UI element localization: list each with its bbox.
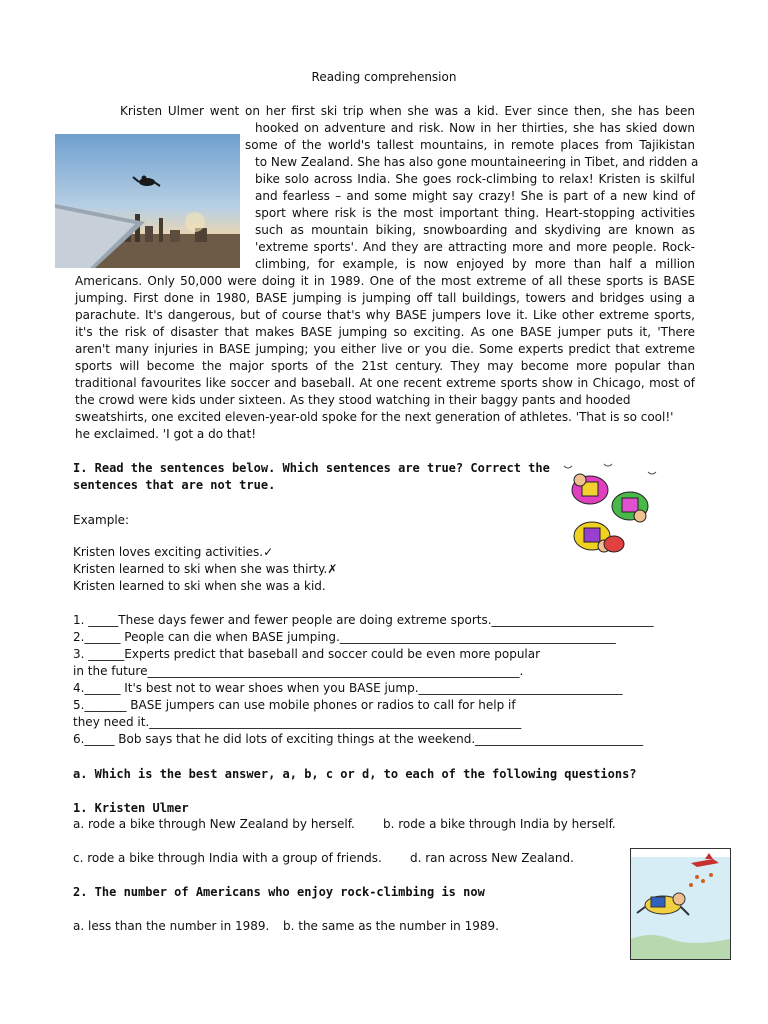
statement-3[interactable]: 3. ______Experts predict that baseball and soccer could be even more popular [73, 647, 541, 661]
example-false-sentence [73, 561, 337, 578]
question-2-label: 2. The number of Americans who enjoy rock-climbing is now [73, 885, 485, 899]
passage-line: climbing, for example, is now enjoyed by more than half a million [255, 257, 695, 271]
reading-passage [75, 103, 699, 443]
passage-line: aren't many injuries in BASE jumping; you either live or you die. Some experts predict that extreme [75, 342, 695, 356]
section2-heading: a. Which is the best answer, a, b, c or d, to each of the following questions? [73, 767, 637, 781]
passage-line: sports will become the major sports of the 21st century. They may become more popular than [75, 359, 695, 373]
section1-heading: I. Read the sentences below. Which sentences are true? Correct the [73, 461, 550, 475]
skydivers-clipart [552, 458, 670, 570]
statement-4[interactable]: 4.______ It's best not to wear shoes when you BASE jump.__________________________________ [73, 681, 623, 695]
parachutist-cartoon [630, 848, 731, 960]
q1-option-b[interactable]: b. rode a bike through India by herself. [383, 817, 616, 831]
passage-line: some of the world's tallest mountains, in remote places from Tajikistan [245, 138, 695, 152]
passage-line: he exclaimed. 'I got a do that! [75, 427, 257, 441]
passage-line: to New Zealand. She has also gone mountaineering in Tibet, and ridden a [255, 155, 699, 169]
statement-3-cont[interactable]: in the future______________________________________________________________. [73, 664, 524, 678]
q1-option-c[interactable]: c. rode a bike through India with a group of friends. [73, 851, 382, 865]
passage-line: sport where risk is the most important thing. Heart-stopping activities [255, 206, 695, 220]
check-mark-icon: ✓ [263, 545, 274, 559]
statement-1[interactable]: 1. _____These days fewer and fewer people are doing extreme sports.___________________________ [73, 613, 654, 627]
passage-line: Americans. Only 50,000 were doing it in 1989. One of the most extreme of all these sports is BASE [75, 274, 695, 288]
q2-option-a[interactable]: a. less than the number in 1989. [73, 919, 270, 933]
example-true-sentence [73, 544, 273, 561]
example-false-text: Kristen learned to ski when she was thirty. [73, 562, 328, 576]
passage-line: Kristen Ulmer went on her first ski trip when she was a kid. Ever since then, she has been [120, 104, 695, 118]
statement-5[interactable]: 5._______ BASE jumpers can use mobile phones or radios to call for help if [73, 698, 516, 712]
q1-option-a[interactable]: a. rode a bike through New Zealand by herself. [73, 817, 355, 831]
example-label: Example: [73, 513, 130, 527]
cross-mark-icon: ✗ [327, 562, 338, 576]
passage-line: parachute. It's dangerous, but of course that's why BASE jumpers love it. Like other extreme sports, [75, 308, 695, 322]
q1-option-d[interactable]: d. ran across New Zealand. [410, 851, 574, 865]
section1-heading-cont: sentences that are not true. [73, 478, 276, 492]
passage-line: traditional favourites like soccer and baseball. At one recent extreme sports show in Chicago, most of [75, 376, 695, 390]
statement-5-cont[interactable]: they need it.______________________________________________________________ [73, 715, 522, 729]
passage-line: the crowd were kids under sixteen. As they stood watching in their baggy pants and hooded [75, 393, 631, 407]
passage-line: 'extreme sports'. And they are attracting more and more people. Rock- [255, 240, 695, 254]
passage-line: such as mountain biking, snowboarding and skydiving are known as [255, 223, 695, 237]
example-correction: Kristen learned to ski when she was a kid. [73, 579, 326, 593]
example-true-text: Kristen loves exciting activities. [73, 545, 264, 559]
passage-line: sweatshirts, one excited eleven-year-old spoke for the next generation of athletes. 'That is so cool!' [75, 410, 674, 424]
page-title: Reading comprehension [311, 70, 457, 84]
statement-2[interactable]: 2.______ People can die when BASE jumping.______________________________________________ [73, 630, 616, 644]
q2-option-b[interactable]: b. the same as the number in 1989. [283, 919, 499, 933]
passage-line: jumping. First done in 1980, BASE jumping is jumping off tall buildings, towers and bridges using a [75, 291, 695, 305]
passage-line: and fearless – and some might say crazy! She is part of a new kind of [255, 189, 695, 203]
passage-line: hooked on adventure and risk. Now in her thirties, she has skied down [255, 121, 695, 135]
statement-6[interactable]: 6._____ Bob says that he did lots of exciting things at the weekend.____________________________ [73, 732, 644, 746]
passage-line: it's the risk of disaster that makes BASE jumping so exciting. As one BASE jumper puts it, 'There [75, 325, 695, 339]
question-1-label: 1. Kristen Ulmer [73, 801, 189, 815]
passage-line: bike solo across India. She goes rock-climbing to relax! Kristen is skilful [255, 172, 695, 186]
